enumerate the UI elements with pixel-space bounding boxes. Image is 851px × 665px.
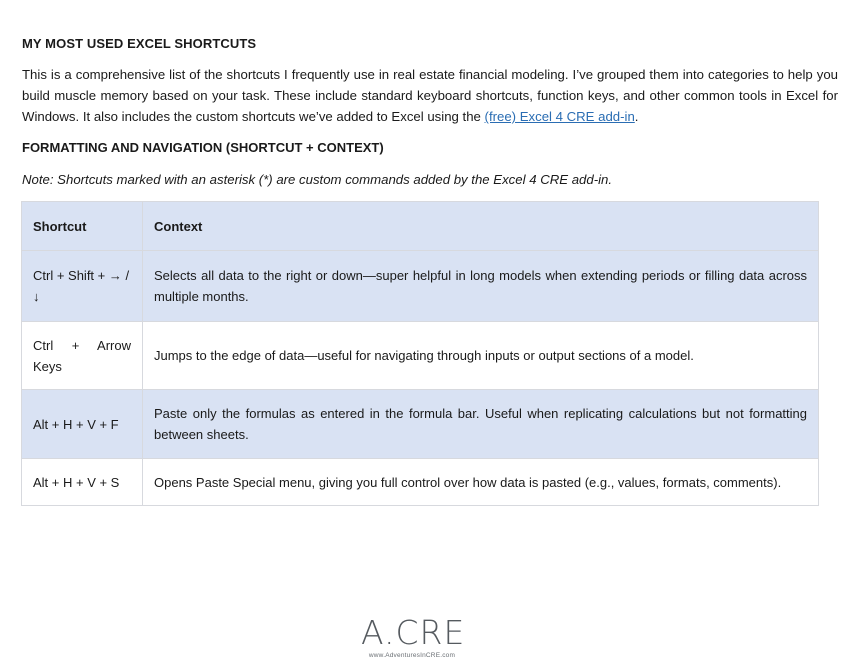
context-cell: Paste only the formulas as entered in the formula bar. Useful when replicating calculations but not formatting between sheets. [143,390,819,459]
table-header-row [22,202,819,251]
header-context: Context [143,202,819,251]
document-title: MY MOST USED EXCEL SHORTCUTS [22,36,257,51]
table-row [22,251,819,322]
intro-text: This is a comprehensive list of the shortcuts I frequently use in real estate financial modeling. I’ve grouped them into categories to help you build muscle memory based on your task. These include standard keyboard shortcuts, function keys, and other common tools in Excel for Windows. It also includes the custom shortcuts we’ve added to Excel using the [22,67,838,125]
excel4cre-addin-link[interactable]: (free) Excel 4 CRE add-in [484,109,635,125]
context-cell: Jumps to the edge of data—useful for navigating through inputs or output sections of a model. [143,322,819,390]
logo-mark: A.CRE [361,613,466,652]
logo-url: www.AdventuresInCRE.com [368,652,456,659]
section-heading: FORMATTING AND NAVIGATION (SHORTCUT + CONTEXT) [22,140,384,155]
header-shortcut: Shortcut [22,202,143,251]
shortcut-cell: Ctrl + Shift + → / ↓ [22,251,143,322]
table-row [22,322,819,390]
context-cell: Selects all data to the right or down—super helpful in long models when extending periods or filling data across multiple months. [143,251,819,322]
asterisk-note: Note: Shortcuts marked with an asterisk (*) are custom commands added by the Excel 4 CRE add-in. [22,172,613,187]
intro-paragraph [22,64,838,128]
intro-end: . [634,109,639,125]
table-row [22,459,819,506]
shortcuts-table [21,201,819,506]
table-row [22,390,819,459]
shortcut-cell: Alt + H + V + S [22,459,143,506]
shortcut-cell: Ctrl + Arrow Keys [22,322,143,390]
acre-logo [361,613,466,660]
shortcut-cell: Alt + H + V + F [22,390,143,459]
context-cell: Opens Paste Special menu, giving you full control over how data is pasted (e.g., values, formats, comments). [143,459,819,506]
